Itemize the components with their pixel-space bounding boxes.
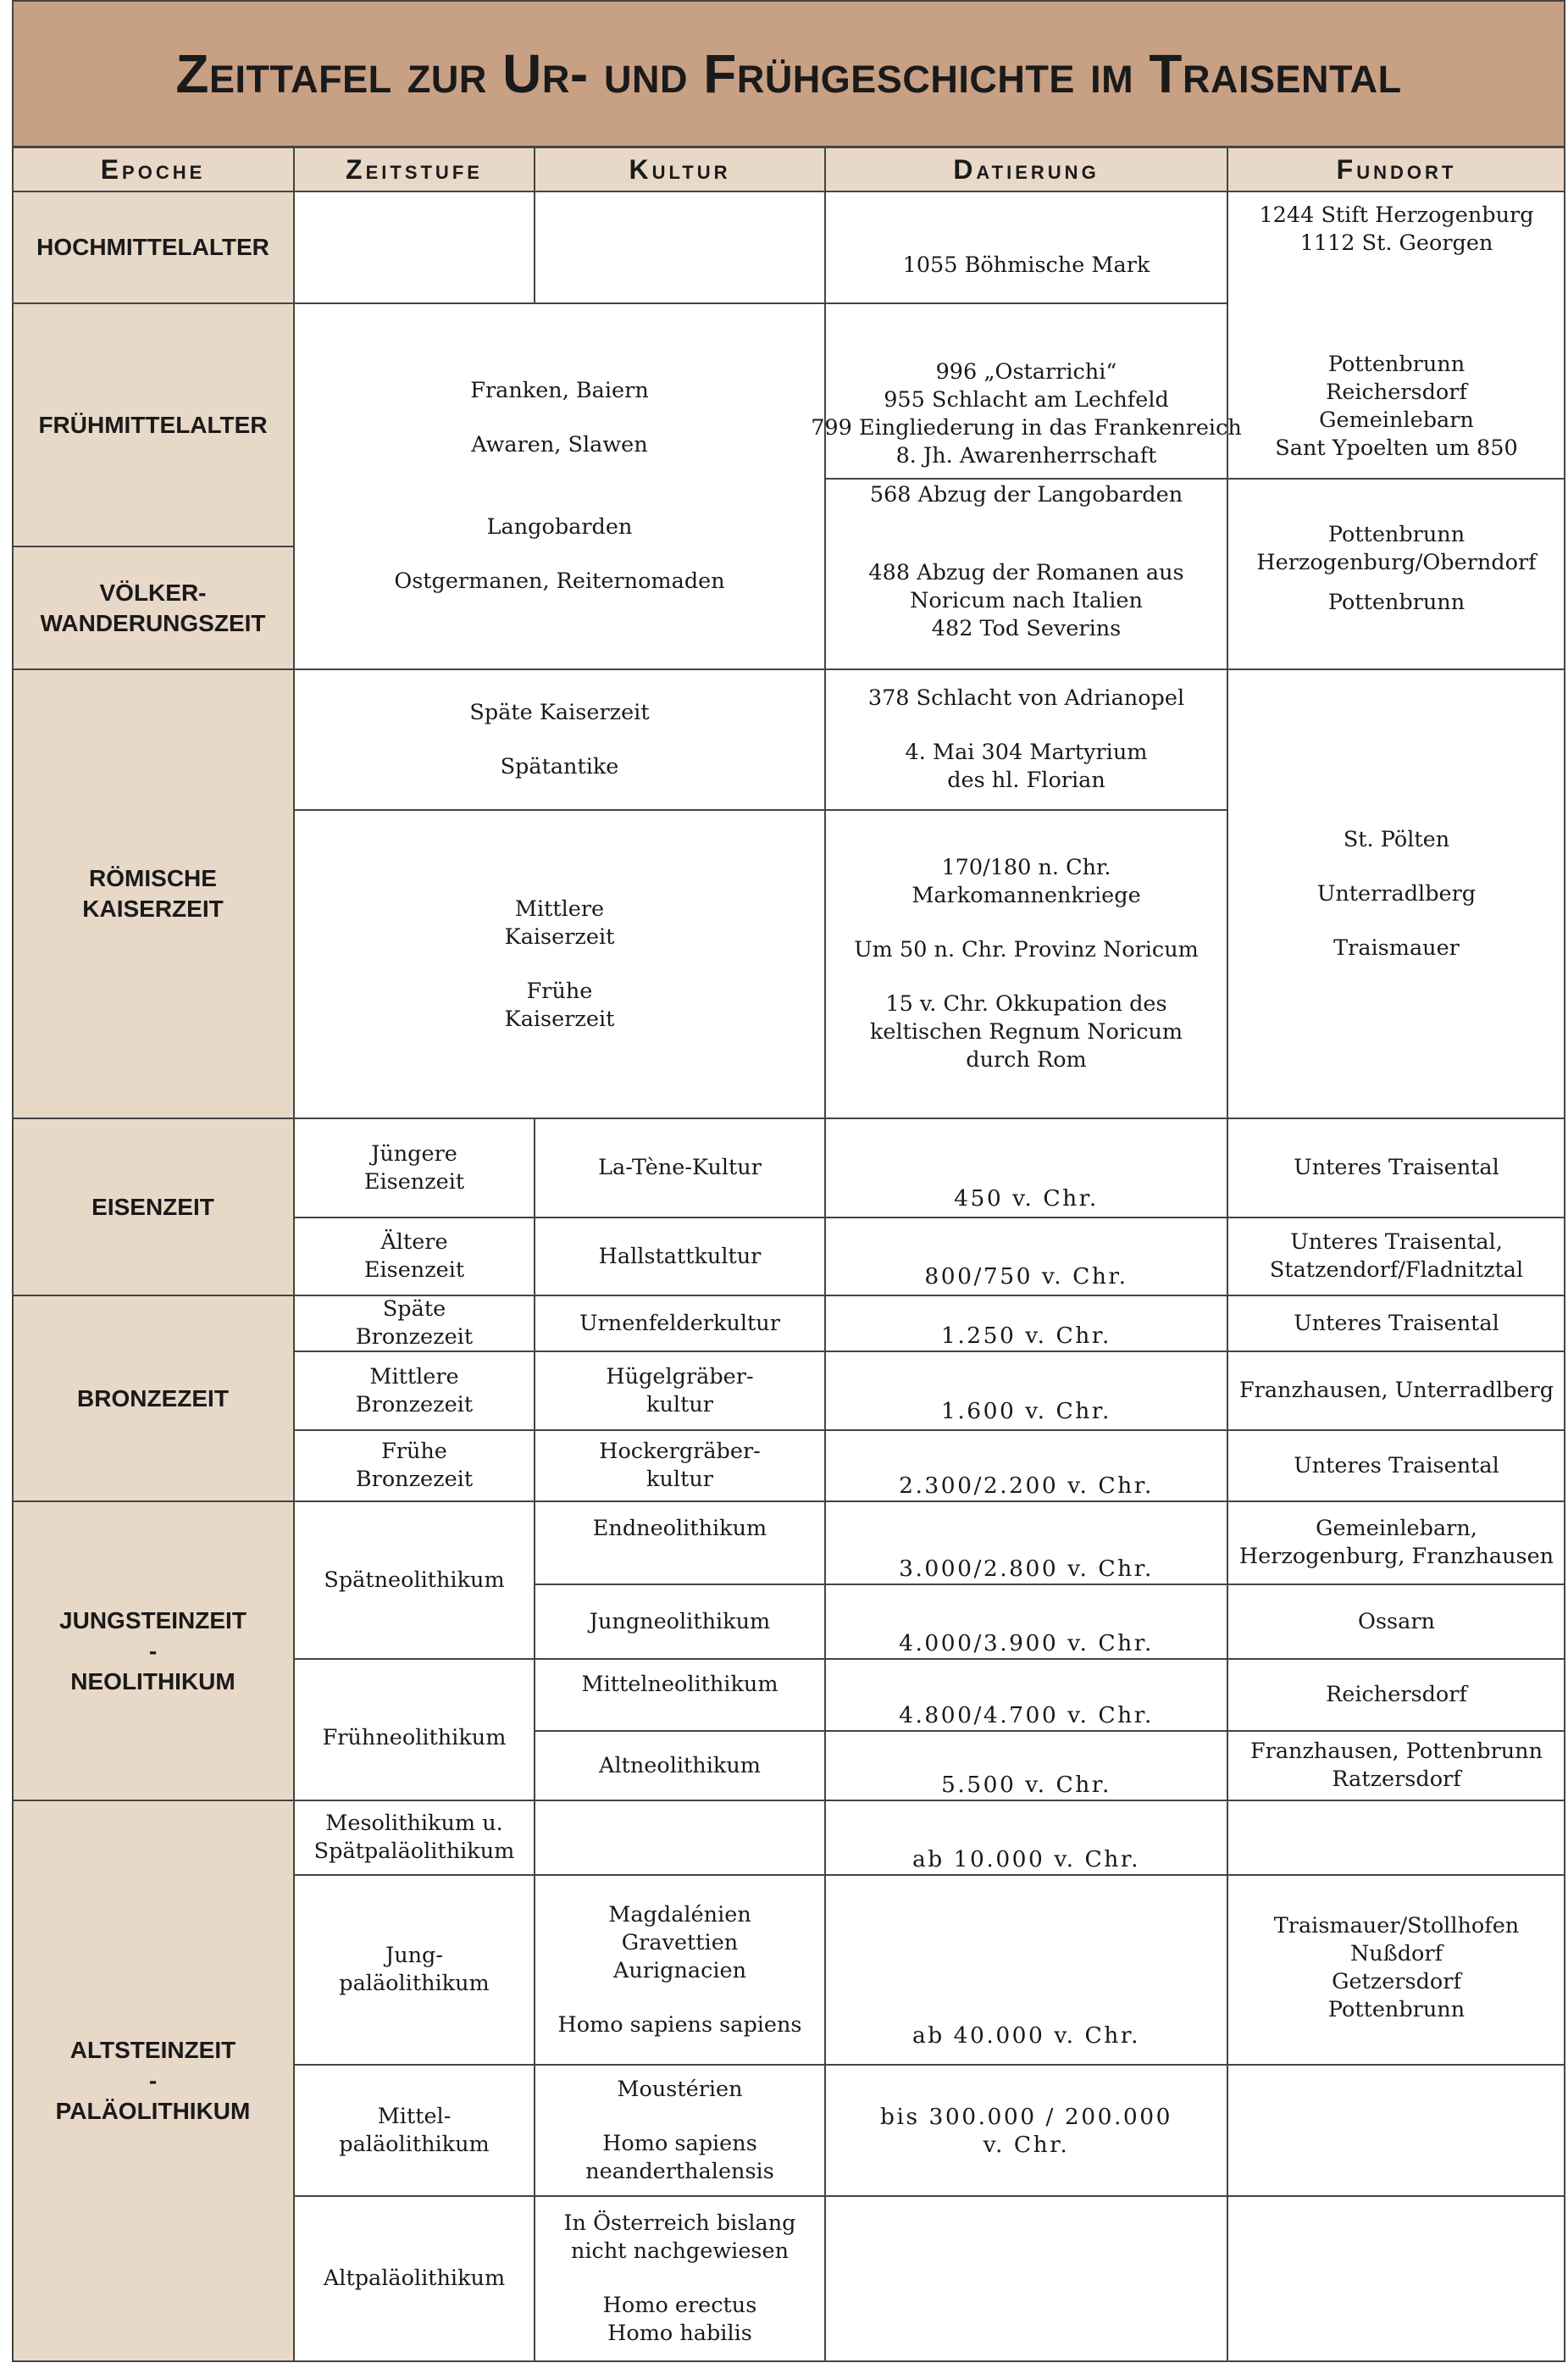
kultur-hallstatt — [535, 1218, 825, 1295]
fundort-latene — [1227, 1118, 1565, 1218]
epoch-label: RÖMISCHE — [89, 865, 217, 891]
epoch-label: BRONZEZEIT — [77, 1384, 229, 1412]
kultur-mid-roman — [294, 810, 825, 1118]
cell-text: Aurignacien — [612, 1957, 747, 1983]
cell-text: 488 Abzug der Romanen aus — [868, 560, 1184, 585]
epoch-bronzezeit — [12, 1295, 294, 1501]
cell-text: paläolithikum — [339, 1971, 490, 1996]
cell-text: Pottenbrunn — [1327, 1997, 1465, 2022]
cell-text: Frühe — [381, 1439, 447, 1464]
cell-text: Jungneolithikum — [589, 1608, 771, 1634]
cell-text: Franken, Baiern — [470, 378, 649, 403]
fundort-voelkerwanderung — [1227, 521, 1565, 631]
cell-text: kultur — [646, 1467, 713, 1492]
cell-text: Franzhausen, Unterradlberg — [1238, 1378, 1554, 1403]
cell-text: Homo sapiens sapiens — [557, 2011, 802, 2038]
column-header-epoche — [12, 147, 294, 191]
cell-text: v. Chr. — [983, 2131, 1070, 2158]
fundort-mittelneolithikum — [1227, 1659, 1565, 1731]
timeline-document — [12, 0, 1567, 2374]
fundort-hochmittelalter — [1227, 191, 1565, 259]
epoch-label: HOCHMITTELALTER — [36, 234, 269, 260]
kultur-huegelgraeber — [535, 1351, 825, 1430]
cell-text: 4. Mai 304 Martyrium — [905, 740, 1148, 765]
epoch-fruehmittelalter — [12, 303, 294, 546]
page-title: Zeittafel zur Ur- und Frühgeschichte im Traisental — [175, 43, 1402, 104]
datierung-urnenfelder — [825, 1295, 1227, 1351]
epoch-label: WANDERUNGSZEIT — [40, 609, 266, 636]
cell-text: 482 Tod Severins — [931, 616, 1122, 641]
fundort-hockergraeber — [1227, 1430, 1565, 1501]
cell-text: ab 10.000 v. Chr. — [911, 1846, 1141, 1872]
cell-text: des hl. Florian — [947, 768, 1105, 793]
cell-text: Langobarden — [486, 514, 633, 540]
cell-text: 8. Jh. Awarenherrschaft — [895, 442, 1157, 469]
epoch-altsteinzeit — [12, 1800, 294, 2361]
zeitstufe-altpalaeolithikum — [294, 2196, 535, 2361]
column-header-label: Fundort — [1336, 153, 1457, 185]
datierung-latene — [825, 1118, 1227, 1218]
cell-text: 955 Schlacht am Lechfeld — [884, 386, 1169, 413]
zeitstufe-fruehneolithikum — [294, 1659, 535, 1800]
fundort-fruehmittelalter — [1227, 303, 1565, 479]
cell-text: 450 v. Chr. — [954, 1185, 1099, 1212]
cell-text: Späte — [382, 1296, 446, 1322]
cell-text: Awaren, Slawen — [471, 432, 648, 458]
kultur-jungpalaeolithikum — [535, 1875, 825, 2065]
cell-text: Unteres Traisental — [1294, 1155, 1499, 1180]
datierung-voelkerwanderung — [825, 559, 1227, 661]
cell-text: Ratzersdorf — [1332, 1767, 1461, 1792]
cell-text: kultur — [646, 1391, 713, 1417]
datierung-fruehmittelalter — [811, 303, 1242, 479]
kultur-late-roman — [294, 669, 825, 810]
zeitstufe-mesolithikum — [294, 1800, 535, 1875]
epoch-label: KAISERZEIT — [82, 896, 224, 922]
cell-text: 799 Eingliederung in das Frankenreich — [811, 414, 1242, 441]
cell-text: Herzogenburg/Oberndorf — [1256, 550, 1537, 575]
kultur-mittelpalaeolithikum — [535, 2065, 825, 2196]
cell-text: 5.500 v. Chr. — [941, 1772, 1111, 1798]
cell-text: Ältere — [380, 1229, 448, 1255]
cell-text: Altpaläolithikum — [323, 2266, 506, 2291]
zeitstufe-spaete-bronzezeit — [294, 1295, 535, 1351]
epoch-label: VÖLKER- — [99, 579, 207, 606]
datierung-hockergraeber — [825, 1430, 1227, 1501]
epoch-label: ALTSTEINZEIT — [69, 2037, 236, 2063]
cell-text: Getzersdorf — [1332, 1969, 1461, 1994]
datierung-hochmittelalter — [825, 191, 1227, 303]
cell-text: Mesolithikum u. — [325, 1811, 503, 1836]
cell-text: Eisenzeit — [363, 1168, 465, 1195]
epoch-label: NEOLITHIKUM — [70, 1667, 235, 1695]
cell-text: Altneolithikum — [599, 1752, 761, 1778]
cell-text: 996 „Ostarrichi“ — [935, 358, 1117, 385]
cell-text: Unteres Traisental — [1294, 1310, 1499, 1336]
cell-text: Bronzezeit — [355, 1391, 474, 1417]
cell-text: Spätneolithikum — [324, 1567, 505, 1593]
cell-text: keltischen Regnum Noricum — [869, 1019, 1183, 1045]
cell-text: Reichersdorf — [1326, 379, 1467, 405]
column-header-datierung — [825, 147, 1227, 191]
cell-text: neanderthalensis — [585, 2158, 774, 2184]
cell-text: Urnenfelderkultur — [579, 1310, 780, 1336]
cell-text: Traismauer — [1333, 935, 1460, 961]
cell-text: Pottenbrunn — [1327, 590, 1465, 615]
cell-text: Homo habilis — [607, 2321, 752, 2346]
epoch-label: - — [148, 2067, 158, 2094]
column-header-label: Datierung — [953, 153, 1100, 185]
datierung-altneolithikum — [825, 1731, 1227, 1800]
cell-text: Unteres Traisental, — [1290, 1229, 1503, 1255]
datierung-mittelpalaeolithikum — [825, 2065, 1227, 2196]
fundort-jungpalaeolithikum — [1227, 1875, 1565, 2065]
datierung-jungpalaeolithikum — [825, 1875, 1227, 2065]
column-header-fundort — [1227, 147, 1565, 191]
cell-text: Eisenzeit — [363, 1257, 465, 1283]
cell-text: Ostgermanen, Reiternomaden — [394, 569, 725, 594]
cell-text: 2.300/2.200 v. Chr. — [899, 1473, 1154, 1499]
zeitstufe-jungpalaeolithikum — [294, 1875, 535, 2065]
cell-text: St. Pölten — [1343, 826, 1450, 852]
datierung-langobarden — [825, 481, 1227, 515]
datierung-huegelgraeber — [825, 1351, 1227, 1430]
cell-text: Jüngere — [371, 1140, 457, 1167]
cell-text: 800/750 v. Chr. — [924, 1263, 1128, 1290]
cell-text: bis 300.000 / 200.000 — [880, 2103, 1172, 2130]
cell-text: Jung- — [385, 1943, 443, 1968]
cell-text: Kaiserzeit — [504, 1006, 615, 1032]
column-header-zeitstufe — [294, 147, 535, 191]
cell-text: Endneolithikum — [592, 1516, 767, 1541]
cell-text: Hallstattkultur — [598, 1243, 762, 1269]
column-header-label: Epoche — [100, 153, 206, 185]
epoch-voelkerwanderungszeit — [12, 546, 294, 669]
cell-text: 170/180 n. Chr. — [941, 855, 1111, 880]
epoch-label: FRÜHMITTELALTER — [38, 411, 268, 438]
cell-text: 1.600 v. Chr. — [941, 1398, 1111, 1424]
column-header-kultur — [535, 147, 825, 191]
kultur-latene — [535, 1118, 825, 1218]
kultur-mittelneolithikum — [535, 1659, 825, 1731]
cell-text: 4.000/3.900 v. Chr. — [899, 1630, 1154, 1656]
cell-text: Franzhausen, Pottenbrunn — [1249, 1739, 1543, 1764]
fundort-hallstatt — [1227, 1218, 1565, 1295]
zeitstufe-fruehe-bronzezeit — [294, 1430, 535, 1501]
cell-text: Magdalénien — [608, 1901, 751, 1927]
cell-text: 1112 St. Georgen — [1299, 230, 1493, 256]
fundort-endneolithikum — [1227, 1501, 1565, 1584]
zeitstufe-spaetneolithikum — [294, 1501, 535, 1659]
cell-text: Herzogenburg, Franzhausen — [1238, 1544, 1554, 1569]
fundort-altneolithikum — [1227, 1731, 1565, 1800]
cell-text: Gemeinlebarn — [1319, 407, 1474, 433]
cell-text: Sant Ypoelten um 850 — [1275, 435, 1518, 461]
fundort-jungneolithikum — [1227, 1584, 1565, 1659]
cell-text: 3.000/2.800 v. Chr. — [899, 1556, 1154, 1582]
cell-text: 568 Abzug der Langobarden — [869, 482, 1183, 508]
datierung-mesolithikum — [825, 1800, 1227, 1875]
fundort-huegelgraeber — [1227, 1351, 1565, 1430]
cell-text: Mittlere — [514, 896, 605, 922]
fundort-urnenfelder — [1227, 1295, 1565, 1351]
cell-text: Frühneolithikum — [322, 1725, 507, 1750]
cell-text: Hockergräber- — [599, 1439, 761, 1464]
cell-text: La-Tène-Kultur — [598, 1155, 762, 1180]
epoch-eisenzeit — [12, 1118, 294, 1295]
cell-text: 1.250 v. Chr. — [941, 1323, 1111, 1349]
cell-text: Traismauer/Stollhofen — [1273, 1913, 1520, 1939]
cell-text: Mittelneolithikum — [581, 1672, 778, 1697]
cell-text: Homo sapiens — [602, 2130, 757, 2156]
cell-text: Unteres Traisental — [1294, 1452, 1499, 1478]
epoch-label: JUNGSTEINZEIT — [59, 1606, 247, 1634]
cell-text: ab 40.000 v. Chr. — [911, 2022, 1141, 2049]
zeitstufe-mittelpalaeolithikum — [294, 2065, 535, 2196]
cell-text: Pottenbrunn — [1327, 522, 1465, 547]
kultur-urnenfelder — [535, 1295, 825, 1351]
column-header-label: Zeitstufe — [346, 153, 483, 185]
cell-text: paläolithikum — [339, 2131, 490, 2157]
cell-text: Gemeinlebarn, — [1316, 1516, 1477, 1541]
datierung-endneolithikum — [825, 1501, 1227, 1584]
cell-text: Spätpaläolithikum — [313, 1839, 515, 1864]
zeitstufe-juengere-eisenzeit — [294, 1118, 535, 1218]
epoch-label: - — [148, 1637, 158, 1664]
cell-text: Mittel- — [377, 2103, 452, 2129]
epoch-label: EISENZEIT — [91, 1193, 214, 1220]
kultur-altpalaeolithikum — [535, 2196, 825, 2361]
cell-text: Unterradlberg — [1316, 880, 1477, 907]
kultur-endneolithikum — [535, 1501, 825, 1584]
cell-text: Spätantike — [500, 753, 619, 779]
datierung-mid-roman — [825, 810, 1227, 1118]
cell-text: Um 50 n. Chr. Provinz Noricum — [854, 937, 1199, 962]
cell-text: Nußdorf — [1349, 1941, 1443, 1966]
cell-text: nicht nachgewiesen — [570, 2238, 790, 2264]
epoch-jungsteinzeit — [12, 1501, 294, 1800]
cell-text: Ossarn — [1358, 1608, 1435, 1634]
cell-text: Homo erectus — [602, 2293, 757, 2318]
cell-text: Bronzezeit — [355, 1467, 474, 1492]
cell-text: Mittlere — [369, 1363, 459, 1389]
kultur-early-medieval — [294, 303, 825, 669]
cell-text: Markomannenkriege — [911, 883, 1141, 908]
cell-text: Bronzezeit — [355, 1324, 474, 1350]
epoch-roemische-kaiserzeit — [12, 669, 294, 1118]
datierung-mittelneolithikum — [825, 1659, 1227, 1731]
kultur-jungneolithikum — [535, 1584, 825, 1659]
cell-text: Pottenbrunn — [1327, 351, 1465, 377]
cell-text: 1055 Böhmische Mark — [902, 252, 1150, 278]
epoch-hochmittelalter — [12, 191, 294, 303]
column-header-label: Kultur — [629, 153, 731, 185]
kultur-hockergraeber — [535, 1430, 825, 1501]
kultur-altneolithikum — [535, 1731, 825, 1800]
cell-text: Hügelgräber- — [606, 1363, 754, 1389]
datierung-hallstatt — [825, 1218, 1227, 1295]
cell-text: Späte Kaiserzeit — [469, 699, 650, 725]
cell-text: Gravettien — [621, 1929, 739, 1955]
cell-text: In Österreich bislang — [563, 2210, 796, 2236]
cell-text: 15 v. Chr. Okkupation des — [885, 991, 1167, 1017]
cell-text: Moustérien — [617, 2076, 743, 2102]
cell-text: 378 Schlacht von Adrianopel — [867, 685, 1185, 711]
cell-text: Statzendorf/Fladnitztal — [1269, 1257, 1524, 1283]
zeitstufe-aeltere-eisenzeit — [294, 1218, 535, 1295]
cell-text: Kaiserzeit — [504, 924, 615, 950]
zeitstufe-mittlere-bronzezeit — [294, 1351, 535, 1430]
cell-text: Reichersdorf — [1326, 1682, 1467, 1707]
epoch-label: PALÄOLITHIKUM — [55, 2098, 251, 2124]
datierung-jungneolithikum — [825, 1584, 1227, 1659]
fundort-roman — [1227, 669, 1565, 1118]
cell-text: 1244 Stift Herzogenburg — [1259, 202, 1534, 228]
cell-text: Frühe — [526, 978, 593, 1004]
datierung-late-roman — [825, 669, 1227, 810]
cell-text: 4.800/4.700 v. Chr. — [899, 1702, 1154, 1728]
cell-text: durch Rom — [966, 1047, 1087, 1073]
cell-text: Noricum nach Italien — [910, 588, 1143, 613]
